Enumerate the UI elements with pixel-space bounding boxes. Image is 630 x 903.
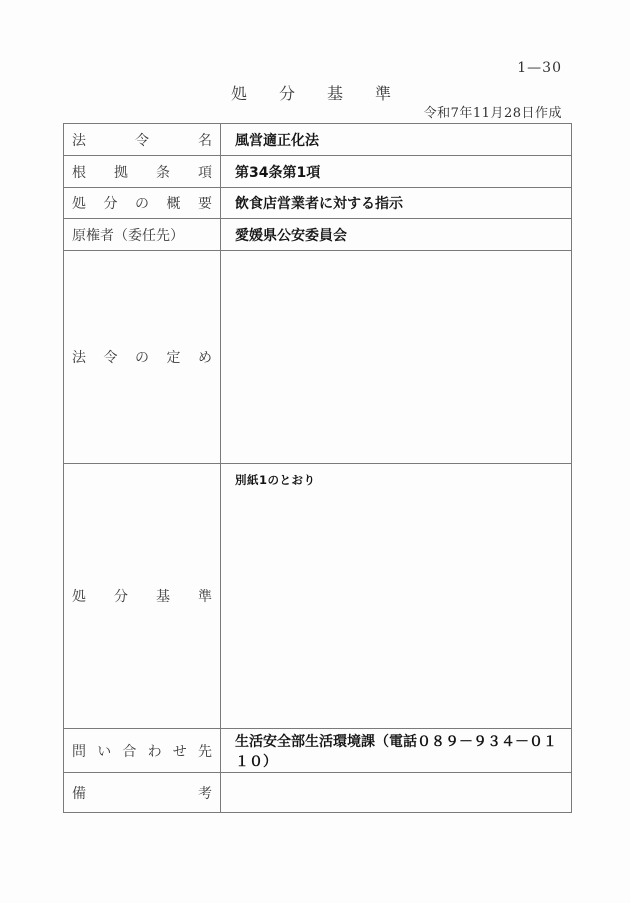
- contact-value-cell: [221, 729, 572, 773]
- remarks-label: 備 考: [72, 785, 212, 802]
- table-row-disposition-criteria: [64, 464, 572, 729]
- table-row-contact: [64, 729, 572, 773]
- table-row-law-name: [64, 124, 572, 156]
- disposition-criteria-label: 処 分 基 準: [72, 589, 212, 605]
- legal-basis-label-cell: [64, 156, 221, 188]
- law-provisions-label-cell: [64, 251, 221, 464]
- law-name-value: 風営適正化法: [235, 132, 319, 149]
- disposition-summary-label: 処 分 の 概 要: [72, 196, 212, 212]
- disposition-summary-value-cell: [221, 188, 572, 219]
- original-authority-value: 愛媛県公安委員会: [235, 227, 347, 244]
- law-name-label-cell: [64, 124, 221, 156]
- disposition-table: [63, 123, 572, 813]
- disposition-criteria-label-cell: [64, 464, 221, 729]
- legal-basis-label: 根 拠 条 項: [72, 164, 212, 181]
- table-row-legal-basis: [64, 156, 572, 188]
- disposition-summary-value: 飲食店営業者に対する指示: [235, 196, 403, 212]
- original-authority-label: 原権者（委任先）: [72, 227, 184, 244]
- disposition-criteria-value: 別紙1のとおり: [235, 473, 316, 487]
- table-row-disposition-summary: [64, 188, 572, 219]
- law-provisions-label: 法 令 の 定 め: [72, 350, 212, 366]
- document-title: 処 分 基 準: [230, 84, 399, 103]
- contact-label: 問 い 合 わ せ 先: [72, 743, 212, 760]
- page-number: 1—30: [517, 60, 562, 76]
- table-row-remarks: [64, 773, 572, 813]
- contact-label-cell: [64, 729, 221, 773]
- original-authority-value-cell: [221, 219, 572, 251]
- contact-value: 生活安全部生活環境課（電話０８９－９３４－０１１０）: [235, 733, 557, 770]
- legal-basis-value: 第34条第1項: [235, 164, 321, 181]
- created-date: 令和7年11月28日作成: [423, 106, 562, 121]
- original-authority-label-cell: [64, 219, 221, 251]
- legal-basis-value-cell: [221, 156, 572, 188]
- remarks-label-cell: [64, 773, 221, 813]
- remarks-value-cell: [221, 773, 572, 813]
- law-provisions-value-cell: [221, 251, 572, 464]
- table-row-law-provisions: [64, 251, 572, 464]
- law-name-label: 法 令 名: [72, 132, 212, 149]
- table-row-original-authority: [64, 219, 572, 251]
- disposition-summary-label-cell: [64, 188, 221, 219]
- law-name-value-cell: [221, 124, 572, 156]
- disposition-criteria-value-cell: [221, 464, 572, 729]
